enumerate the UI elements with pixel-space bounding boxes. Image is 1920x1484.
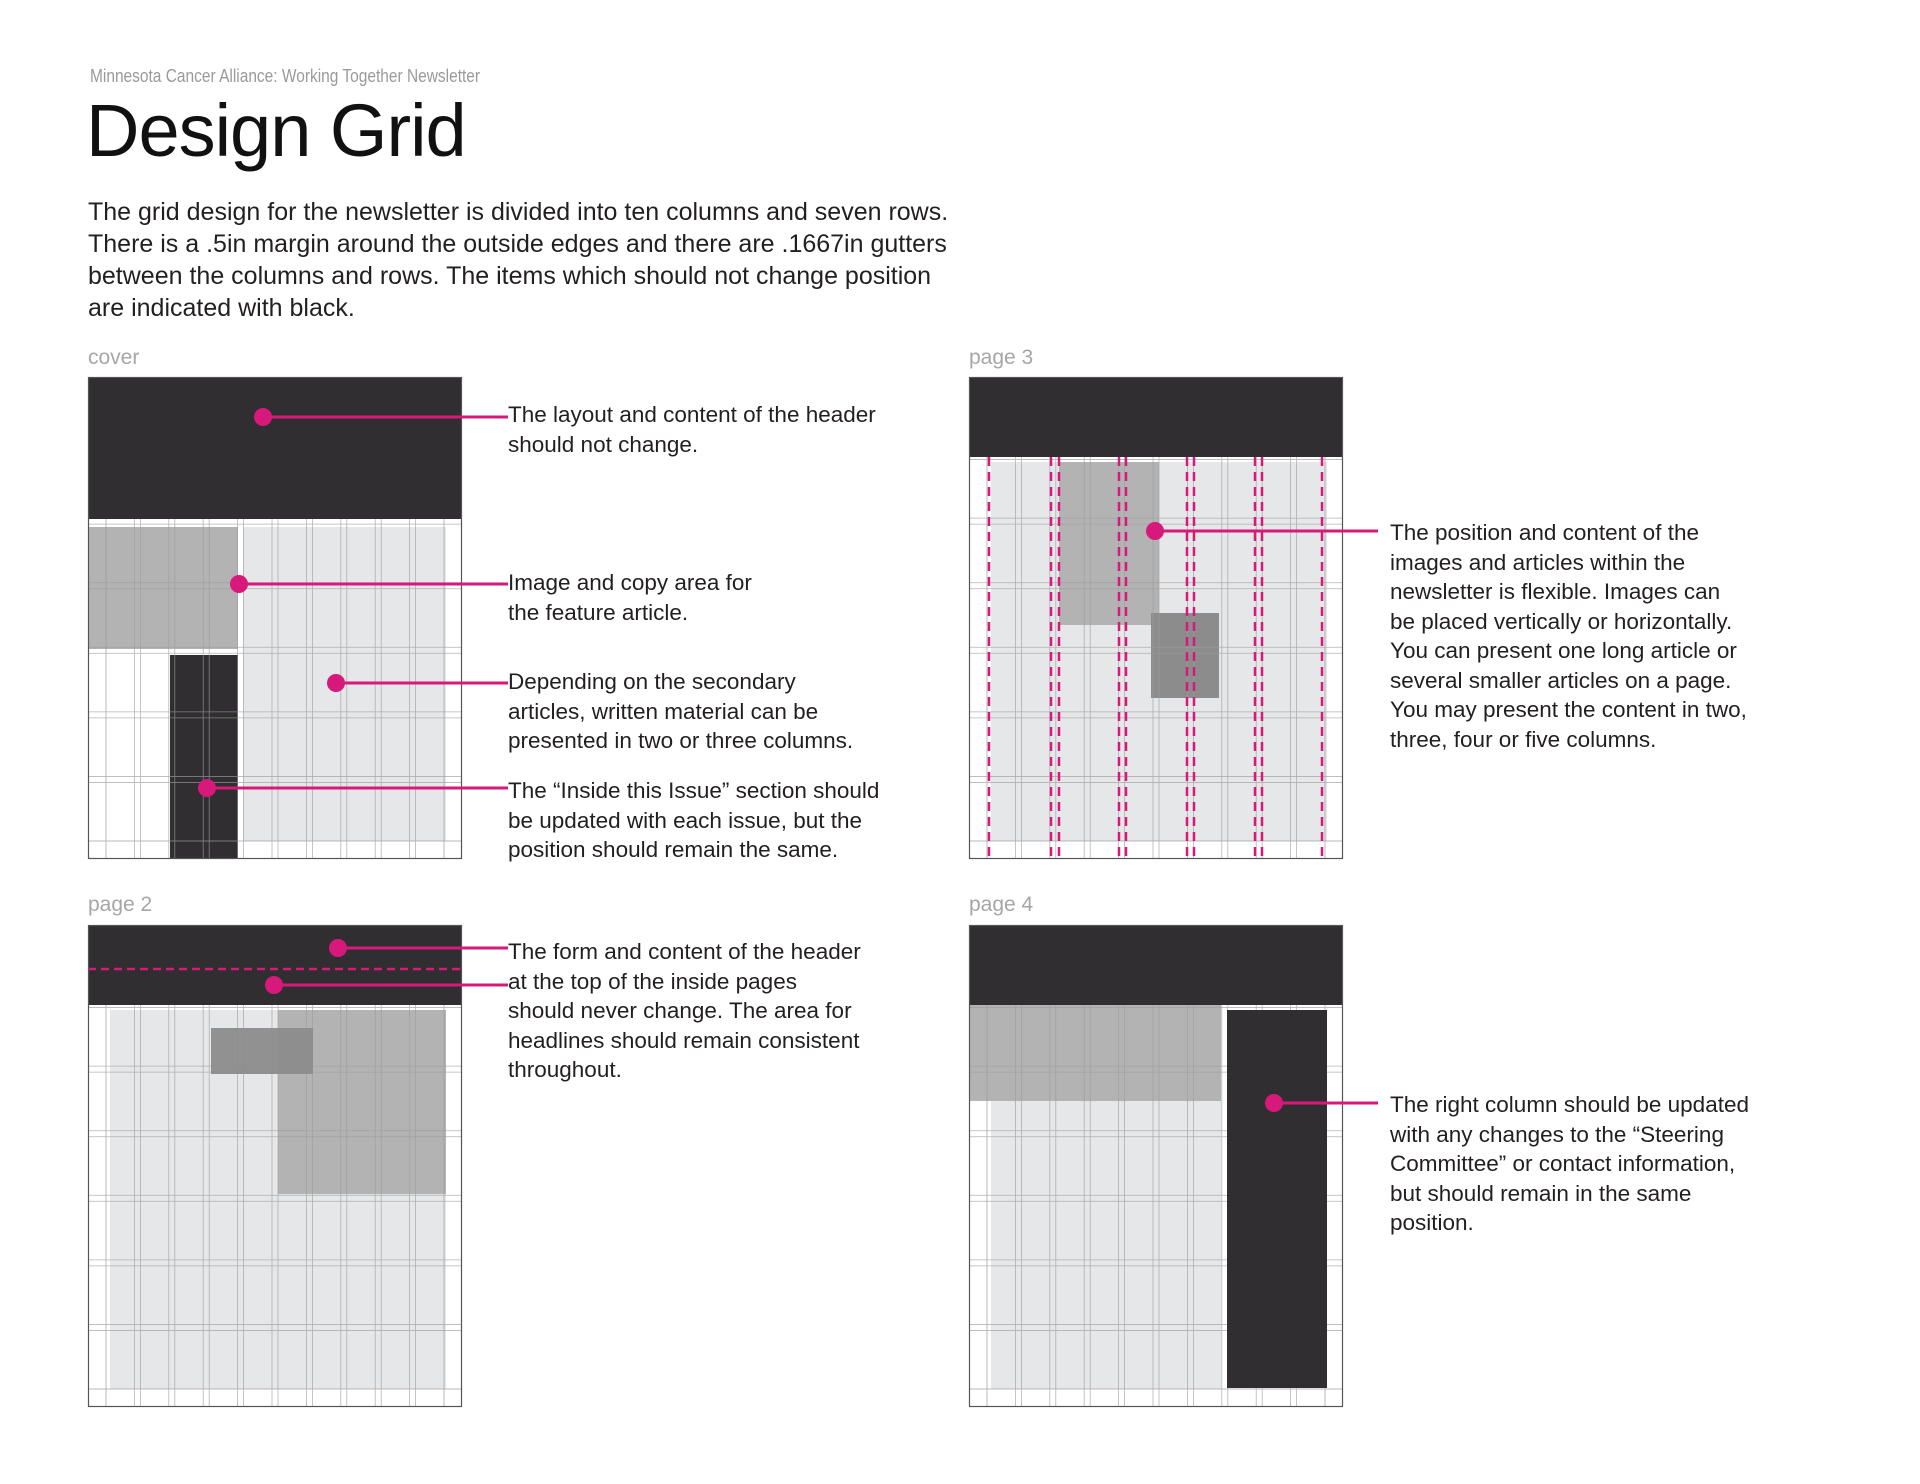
callout-line: The right column should be updated	[1390, 1092, 1749, 1117]
page-title: Design Grid	[86, 89, 466, 172]
callout-line: with any changes to the “Steering	[1390, 1121, 1724, 1147]
callout-line: should not change.	[508, 431, 699, 457]
callout-line: The layout and content of the header	[508, 402, 876, 427]
intro-line: The grid design for the newsletter is divided into ten columns and seven rows.	[88, 198, 949, 226]
cover-feature-callout	[508, 568, 752, 627]
page2-label: page 2	[88, 893, 153, 916]
leader-dot	[329, 939, 347, 957]
page4-label: page 4	[969, 893, 1034, 916]
callout-line: You can present one long article or	[1390, 638, 1737, 663]
leader-dot	[265, 976, 283, 994]
cover-label: cover	[88, 346, 140, 369]
callout-line: The “Inside this Issue” section should	[508, 778, 880, 803]
page3-flexible-callout	[1390, 518, 1747, 754]
callout-line: be updated with each issue, but the	[508, 807, 863, 833]
cover-secondary-callout	[508, 667, 853, 756]
callout-line: You may present the content in two,	[1390, 697, 1747, 722]
cover-header-callout	[508, 400, 876, 459]
leader-dot	[1265, 1094, 1283, 1112]
intro-line: between the columns and rows. The items which should not change position	[88, 262, 932, 290]
leader-dot	[254, 408, 272, 426]
intro-line: are indicated with black.	[88, 294, 355, 322]
callout-line: Depending on the secondary	[508, 669, 796, 694]
callout-line: position.	[1390, 1210, 1474, 1235]
leader-dot	[1146, 522, 1164, 540]
callout-line: headlines should remain consistent	[508, 1027, 860, 1053]
callout-line: presented in two or three columns.	[508, 728, 854, 753]
document-subtitle: Minnesota Cancer Alliance: Working Together Newsletter	[90, 66, 481, 86]
leader-dot	[327, 674, 345, 692]
callout-line: should never change. The area for	[508, 998, 852, 1023]
callout-line: at the top of the inside pages	[508, 968, 797, 994]
callout-line: Committee” or contact information,	[1390, 1151, 1736, 1176]
page4-right-column-callout	[1390, 1090, 1749, 1238]
leader-dot	[230, 575, 248, 593]
leader-dot	[198, 779, 216, 797]
callout-line: throughout.	[508, 1057, 622, 1082]
cover-inside-issue-callout	[508, 776, 879, 865]
callout-line: the feature article.	[508, 599, 689, 625]
callout-line: be placed vertically or horizontally.	[1390, 608, 1733, 634]
callout-line: three, four or five columns.	[1390, 726, 1657, 752]
callout-line: but should remain in the same	[1390, 1180, 1692, 1206]
callout-line: Image and copy area for	[508, 570, 752, 595]
callout-line: images and articles within the	[1390, 549, 1686, 575]
callout-line: several smaller articles on a page.	[1390, 667, 1732, 693]
callout-line: position should remain the same.	[508, 837, 839, 862]
page2-header-callout	[508, 937, 861, 1085]
callout-line: newsletter is flexible. Images can	[1390, 579, 1721, 604]
callout-line: articles, written material can be	[508, 698, 819, 724]
callout-line: The position and content of the	[1390, 520, 1699, 545]
page3-label: page 3	[969, 346, 1034, 369]
intro-line: There is a .5in margin around the outside edges and there are .1667in gutters	[88, 230, 947, 258]
callout-line: The form and content of the header	[508, 939, 861, 964]
